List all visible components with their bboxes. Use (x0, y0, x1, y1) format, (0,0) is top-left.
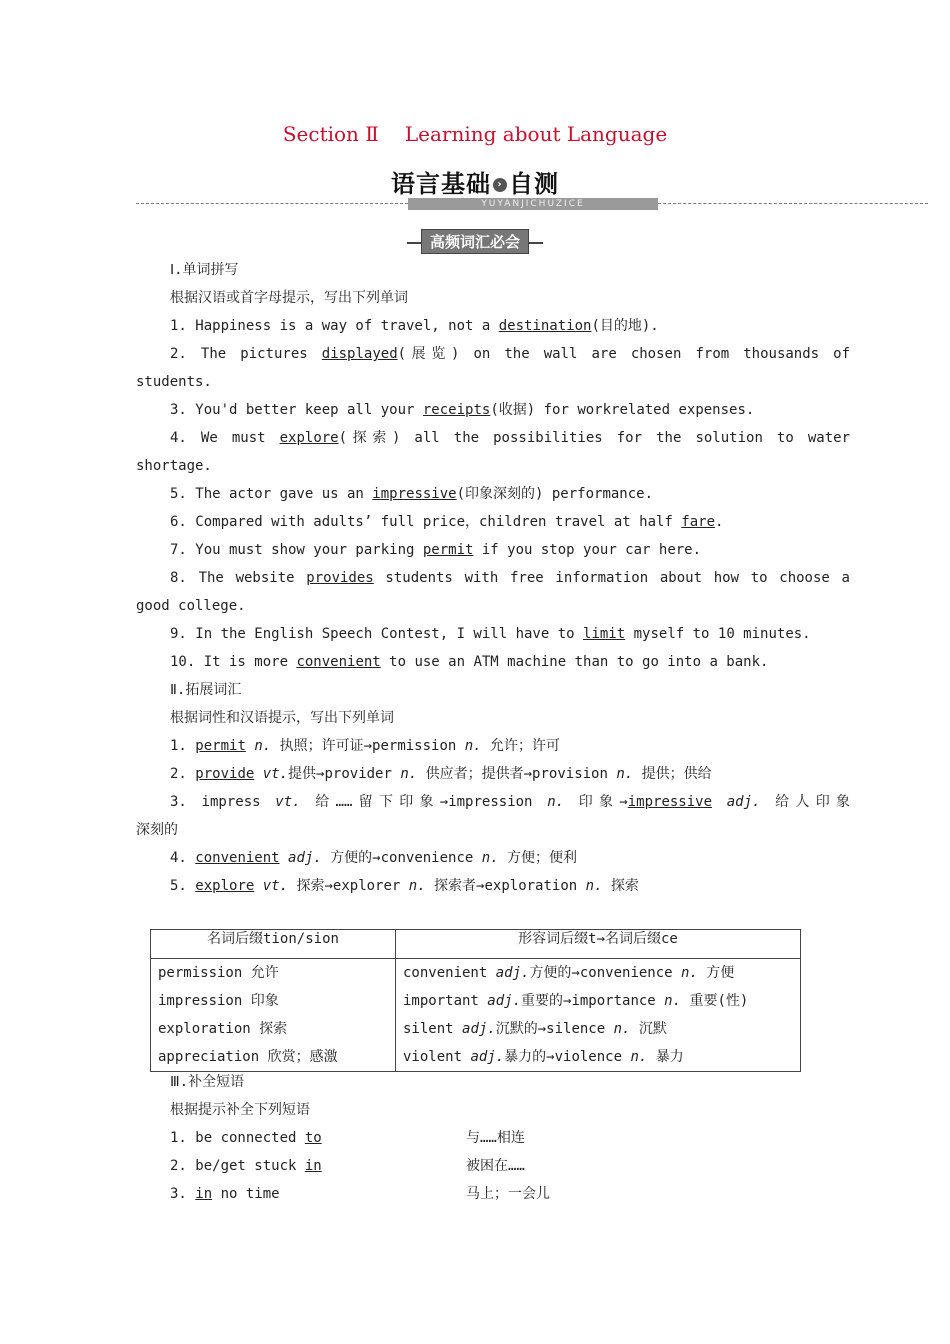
list-item-continuation: good college. (136, 598, 246, 614)
dashed-divider-left (136, 203, 408, 204)
list-item: 9. In the English Speech Contest, I will have to limit myself to 10 minutes. (170, 626, 811, 642)
answer: in (304, 1158, 322, 1174)
list-item: 2. provide vt.提供→provider n. 供应者；提供者→provision n. 提供；供给 (170, 766, 712, 782)
answer: provides (306, 570, 374, 586)
part3-heading: Ⅲ.补全短语 (170, 1074, 245, 1090)
section-number: Section Ⅱ (282, 122, 379, 146)
list-item: 3. impress vt. 给……留下印象→impression n. 印象→impressive adj. 给人印象 (170, 794, 850, 810)
list-item: 5. The actor gave us an impressive(印象深刻的) performance. (170, 486, 654, 502)
part1-instruction: 根据汉语或首字母提示，写出下列单词 (170, 290, 408, 306)
banner-heading-b: 自测 (509, 170, 559, 198)
sub-banner-line-left (407, 242, 421, 244)
section-topic: Learning about Language (404, 122, 668, 146)
answer: limit (583, 626, 626, 642)
list-item: 4. We must explore(探索) all the possibilities for the solution to water (170, 430, 850, 446)
list-item: 7. You must show your parking permit if you stop your car here. (170, 542, 702, 558)
list-item-continuation: 深刻的 (136, 822, 178, 838)
table-cell-right: convenient adj.方便的→convenience n. 方便 important adj.重要的→importance n. 重要(性) silent adj.沉默的→silence n. 沉默 violent adj.暴力的→violence n. 暴力 (396, 959, 801, 1072)
chevron-right-icon: › (493, 178, 507, 192)
section-title (0, 122, 950, 146)
list-item: 6. Compared with adults’ full price，children travel at half fare. (170, 514, 724, 530)
answer: convenient (195, 850, 280, 866)
list-item: 10. It is more convenient to use an ATM machine than to go into a bank. (170, 654, 769, 670)
answer: provide (195, 766, 255, 782)
answer: displayed (321, 346, 398, 362)
section-banner (0, 162, 950, 214)
pinyin-strip: YUYANJICHUZICE (408, 198, 658, 210)
banner-heading-a: 语言基础 (391, 170, 491, 198)
list-item: 1. Happiness is a way of travel, not a destination(目的地). (170, 318, 659, 334)
answer: explore (195, 878, 255, 894)
list-item: 3. You'd better keep all your receipts(收据) for workrelated expenses. (170, 402, 755, 418)
answer: permit (422, 542, 474, 558)
list-item-continuation: shortage. (136, 458, 212, 474)
answer: impressive (372, 486, 457, 502)
answer: explore (279, 430, 339, 446)
part2-instruction: 根据词性和汉语提示，写出下列单词 (170, 710, 394, 726)
table-header: 形容词后缀t→名词后缀ce (396, 930, 801, 959)
list-item-continuation: students. (136, 374, 212, 390)
table-cell-left: permission 允许 impression 印象 exploration 探索 appreciation 欣赏；感激 (151, 959, 396, 1072)
table-header-row (151, 930, 801, 959)
sub-banner (0, 229, 950, 254)
table-header: 名词后缀tion/sion (151, 930, 396, 959)
list-item: 1. be connected to 与……相连 (170, 1130, 525, 1146)
part2-heading: Ⅱ.拓展词汇 (170, 682, 242, 698)
answer: fare (681, 514, 716, 530)
list-item: 5. explore vt. 探索→explorer n. 探索者→exploration n. 探索 (170, 878, 639, 894)
sub-banner-line-right (529, 242, 543, 244)
list-item: 2. be/get stuck in 被困在…… (170, 1158, 525, 1174)
suffix-table (150, 929, 801, 1072)
list-item: 1. permit n. 执照；许可证→permission n. 允许；许可 (170, 738, 561, 754)
table-row (151, 959, 801, 1072)
list-item: 2. The pictures displayed(展览) on the wall are chosen from thousands of (170, 346, 851, 362)
dashed-divider-right (658, 203, 928, 204)
part1-heading: Ⅰ.单词拼写 (170, 262, 239, 278)
answer: convenient (296, 654, 381, 670)
list-item: 8. The website provides students with free information about how to choose a (170, 570, 850, 586)
list-item: 3. in no time 马上；一会儿 (170, 1186, 550, 1202)
list-item: 4. convenient adj. 方便的→convenience n. 方便；便利 (170, 850, 578, 866)
answer: to (304, 1130, 322, 1146)
part3-instruction: 根据提示补全下列短语 (170, 1102, 310, 1118)
answer: in (195, 1186, 213, 1202)
answer: destination (498, 318, 592, 334)
answer: receipts (422, 402, 491, 418)
answer: impressive (627, 794, 713, 810)
sub-banner-label: 高频词汇必会 (421, 229, 529, 254)
banner-heading (0, 164, 950, 199)
answer: permit (195, 738, 246, 754)
